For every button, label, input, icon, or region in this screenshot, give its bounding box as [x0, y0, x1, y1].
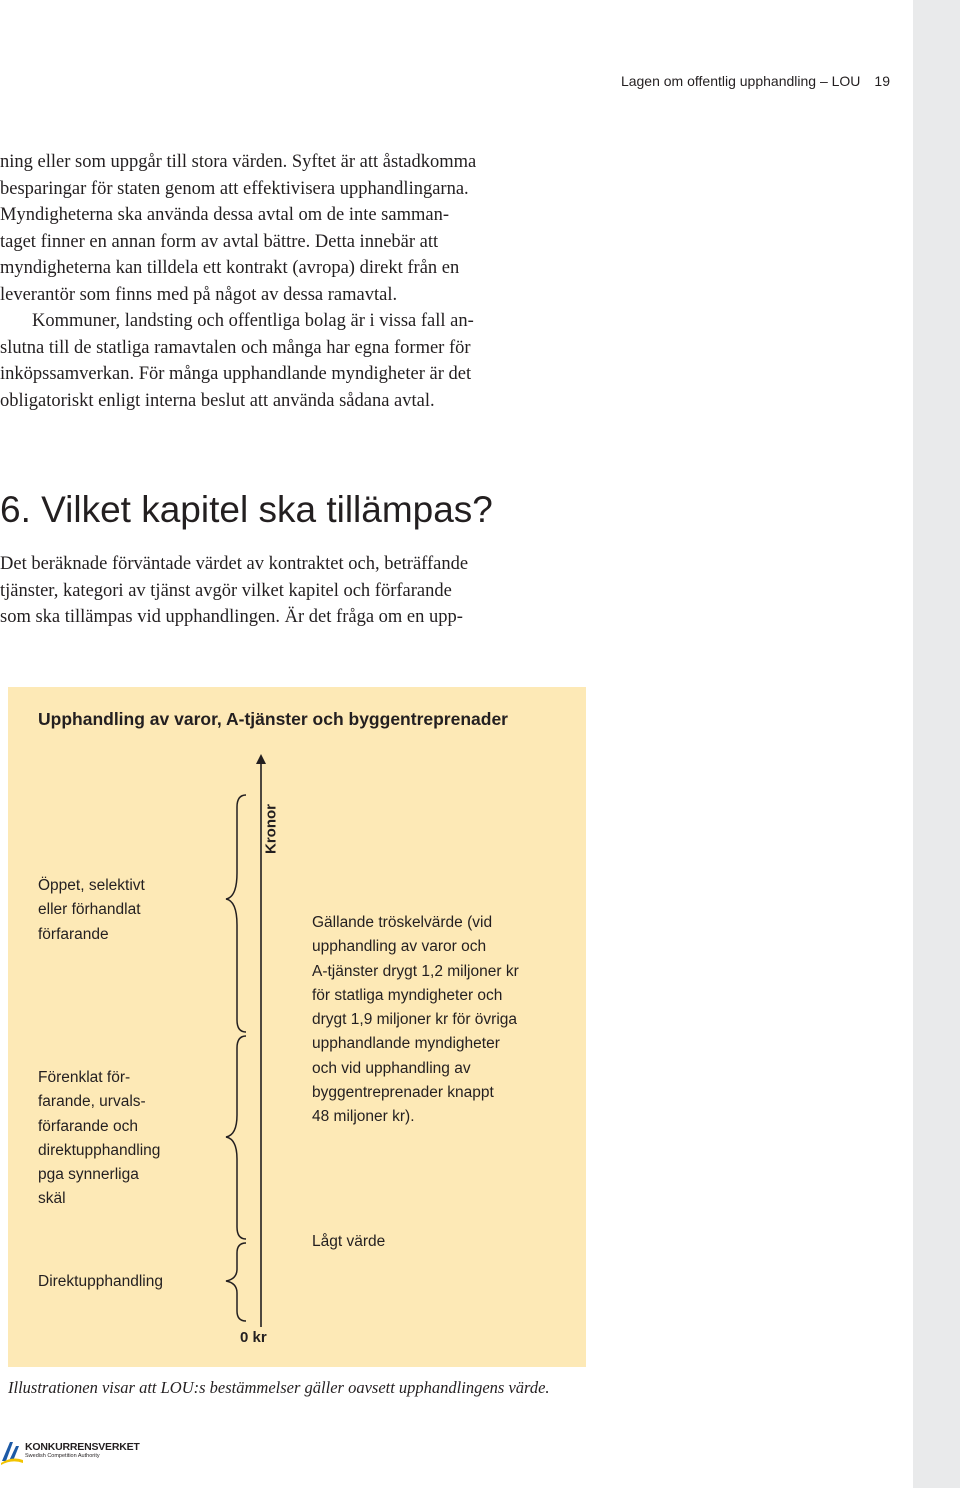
section-heading: 6. Vilket kapitel ska tillämpas? — [0, 489, 493, 530]
text-line: besparingar för staten genom att effektivisera upphandlingarna. — [0, 178, 469, 199]
page-number: 19 — [874, 73, 890, 89]
text-line: obligatoriskt enligt interna beslut att använda sådana avtal. — [0, 390, 435, 411]
text-line: slutna till de statliga ramavtalen och många har egna former för — [0, 337, 471, 358]
label-open-procedure: Öppet, selektivt eller förhandlat förfarande — [38, 877, 145, 943]
label-low-value: Lågt värde — [312, 1233, 386, 1250]
axis-zero-label: 0 kr — [240, 1329, 267, 1346]
logo-name: KONKURRENSVERKET — [25, 1441, 140, 1453]
axis-label-kronor: Kronor — [262, 804, 280, 854]
text-line: taget finner en annan form av avtal bättre. Detta innebär att — [0, 231, 439, 252]
text-line: Myndigheterna ska använda dessa avtal om de inte samman- — [0, 205, 449, 225]
text-line: Kommuner, landsting och offentliga bolag är i vissa fall an- — [32, 311, 474, 331]
label-direct-procurement: Direktupphandling — [38, 1273, 163, 1290]
figure-title: Upphandling av varor, A-tjänster och byggentreprenader — [38, 709, 508, 729]
text-line: leverantör som finns med på något av dessa ramavtal. — [0, 284, 398, 305]
text-line: tjänster, kategori av tjänst avgör vilket kapitel och förfarande — [0, 580, 452, 601]
running-title: Lagen om offentlig upphandling – LOU — [620, 73, 861, 89]
konkurrensverket-logo — [0, 1436, 140, 1466]
paragraph — [0, 149, 575, 308]
brace-below-threshold — [226, 1036, 246, 1239]
brace-direct-procurement — [226, 1243, 246, 1321]
text-line: ning eller som uppgår till stora värden. Syftet är att åstadkomma — [0, 152, 477, 172]
page-margin-strip — [913, 0, 960, 1488]
section-intro — [0, 551, 575, 631]
brace-above-threshold — [226, 795, 246, 1032]
text-line: som ska tillämpas vid upphandlingen. Är det fråga om en upp- — [0, 607, 463, 627]
text-line: Det beräknade förväntade värdet av kontraktet och, beträffande — [0, 554, 469, 574]
logo-mark-icon — [0, 1436, 24, 1466]
figure-caption: Illustrationen visar att LOU:s bestämmelser gäller oavsett upphandlingens värde. — [8, 1378, 550, 1397]
label-simplified-procedure: Förenklat för- farande, urvals- förfarande och direktupphandling pga synnerliga skäl — [38, 1069, 161, 1208]
text-line: inköpssamverkan. För många upphandlande myndigheter är det — [0, 364, 472, 384]
paragraph — [0, 551, 575, 631]
body-paragraphs — [0, 149, 575, 414]
label-threshold-value: Gällande tröskelvärde (vid upphandling av varor och A-tjänster drygt 1,2 miljoner kr för statliga myndigheter och drygt 1,9 miljoner kr för övriga upphandlande myndigheter och vid upphandling av byggentreprenader knappt 48 miljoner kr). — [312, 914, 519, 1126]
logo-subtitle: Swedish Competition Authority — [25, 1453, 100, 1459]
procurement-figure — [8, 687, 586, 1367]
paragraph — [0, 308, 575, 414]
text-line: myndigheterna kan tilldela ett kontrakt (avropa) direkt från en — [0, 258, 460, 278]
running-header — [621, 73, 890, 89]
